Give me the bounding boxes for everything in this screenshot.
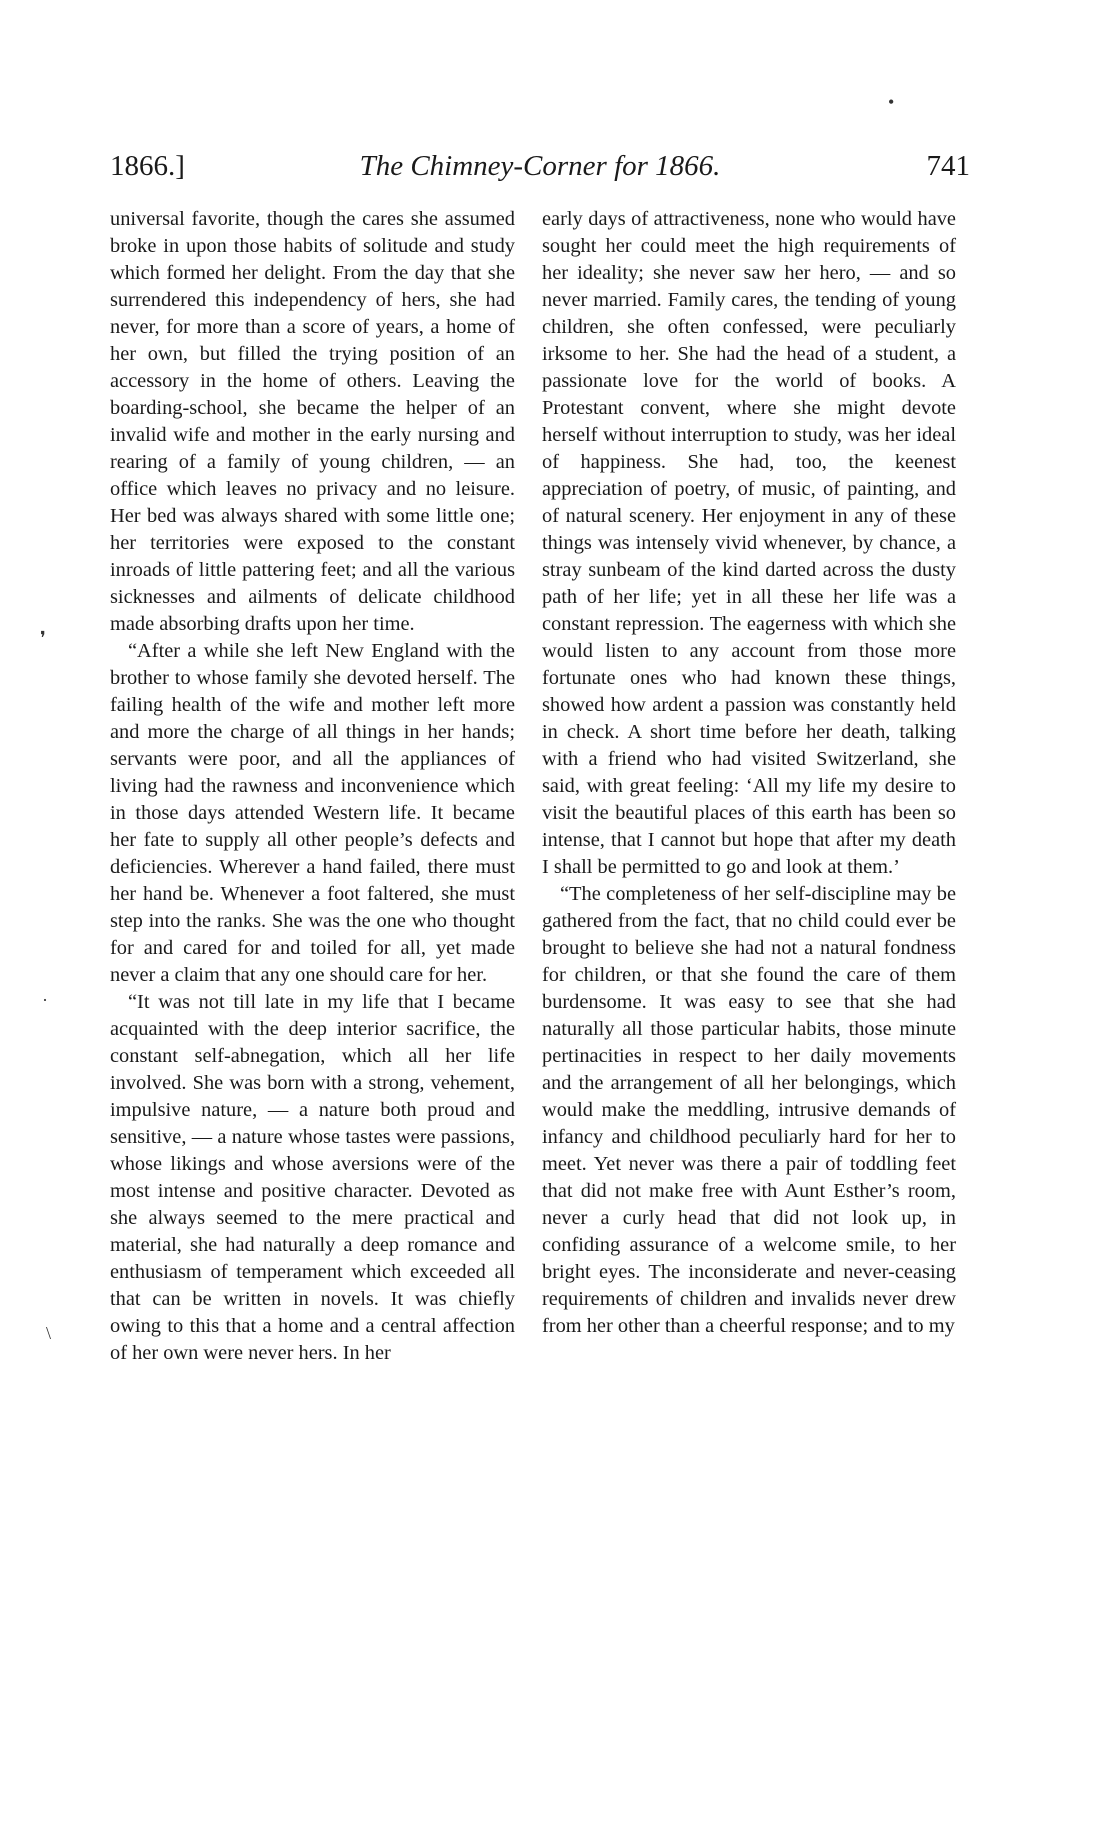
paragraph: “The completeness of her self-discipline may be gathered from the fact, that no child could ever be brought to believe she had not a natural fondness for children, or that she found the care of them burdensome. It was easy to see that she had naturally all those particular habits, those minute pertinacities in respect to her daily movements and the arrangement of all her belongings, which would make the meddling, intrusive demands of infancy and childhood peculiarly hard for her to meet. Yet never was there a pair of toddling feet that did not make free with Aunt Esther’s room, never a curly head that did not look up, in confiding assurance of a welcome smile, to her bright eyes. The inconsiderate and never-ceasing requirements of children and invalids never drew from her other than a cheerful response; and to my <box>542 883 956 1337</box>
margin-speck-icon: ❜ <box>40 628 46 648</box>
paragraph: “It was not till late in my life that I became acquainted with the deep interior sacrifice, the constant self-abnegation, which all her life involved. She was born with a strong, vehement, impulsive nature, — a nature both proud and sensitive, — a nature whose tastes were passions, whose likings and whose aversions were of the most intense and positive character. Devoted as she always seemed to the mere practical and material, she had naturally a deep romance and enthusiasm of temperament which exceeded all that can be written in novels. It was chiefly owing to this that a home and a central affection of her own were never hers. In her <box>110 991 515 1364</box>
page-number: 741 <box>926 150 970 182</box>
page-header <box>110 150 970 190</box>
header-year: 1866.] <box>110 150 185 182</box>
paragraph: universal favorite, though the cares she assumed broke in upon those habits of solitude and study which formed her delight. From the day that she surrendered this independency of hers, she had never, for more than a score of years, a home of her own, but filled the trying position of an accessory in the home of others. Leaving the boarding-school, she became the helper of an invalid wife and mother in the early nursing and rearing of a family of young children, — an office which leaves no privacy and no leisure. Her bed was always shared with some little one; her territories were exposed to the constant inroads of little pattering feet; and all the various sicknesses and ailments of delicate childhood made absorbing drafts upon her time. <box>110 208 515 635</box>
paragraph: “After a while she left New England with the brother to whose family she devoted herself. The failing health of the wife and mother left more and more the charge of all things in her hands; servants were poor, and all the appliances of living had the rawness and inconvenience which in those days attended Western life. It became her fate to supply all other people’s defects and deficiencies. Wherever a hand failed, there must her hand be. Whenever a foot faltered, she must step into the ranks. She was the one who thought for and cared for and toiled for all, yet made never a claim that any one should care for her. <box>110 640 515 986</box>
running-title: The Chimney-Corner for 1866. <box>359 150 721 182</box>
margin-speck-icon: · <box>42 990 48 1010</box>
right-column <box>542 206 956 1340</box>
margin-speck-icon: \ <box>46 1323 52 1343</box>
paragraph: early days of attractiveness, none who would have sought her could meet the high requirements of her ideality; she never saw her hero, — and so never married. Family cares, the tending of young children, she often confessed, were peculiarly irksome to her. She had the head of a student, a passionate love for the world of books. A Protestant convent, where she might devote herself without interruption to study, was her ideal of happiness. She had, too, the keenest appreciation of poetry, of music, of painting, and of natural scenery. Her enjoyment in any of these things was intensely vivid whenever, by chance, a stray sunbeam of the kind darted across the dusty path of her life; yet in all these her life was a constant repression. The eagerness with which she would listen to any account from those more fortunate ones who had known these things, showed how ardent a passion was constantly held in check. A short time before her death, talking with a friend who had visited Switzerland, she said, with great feeling: ‘All my life my desire to visit the beautiful places of this earth has been so intense, that I cannot but hope that after my death I shall be permitted to go and look at them.’ <box>542 208 956 878</box>
margin-speck-icon: • <box>888 92 895 112</box>
left-column <box>110 206 515 1367</box>
